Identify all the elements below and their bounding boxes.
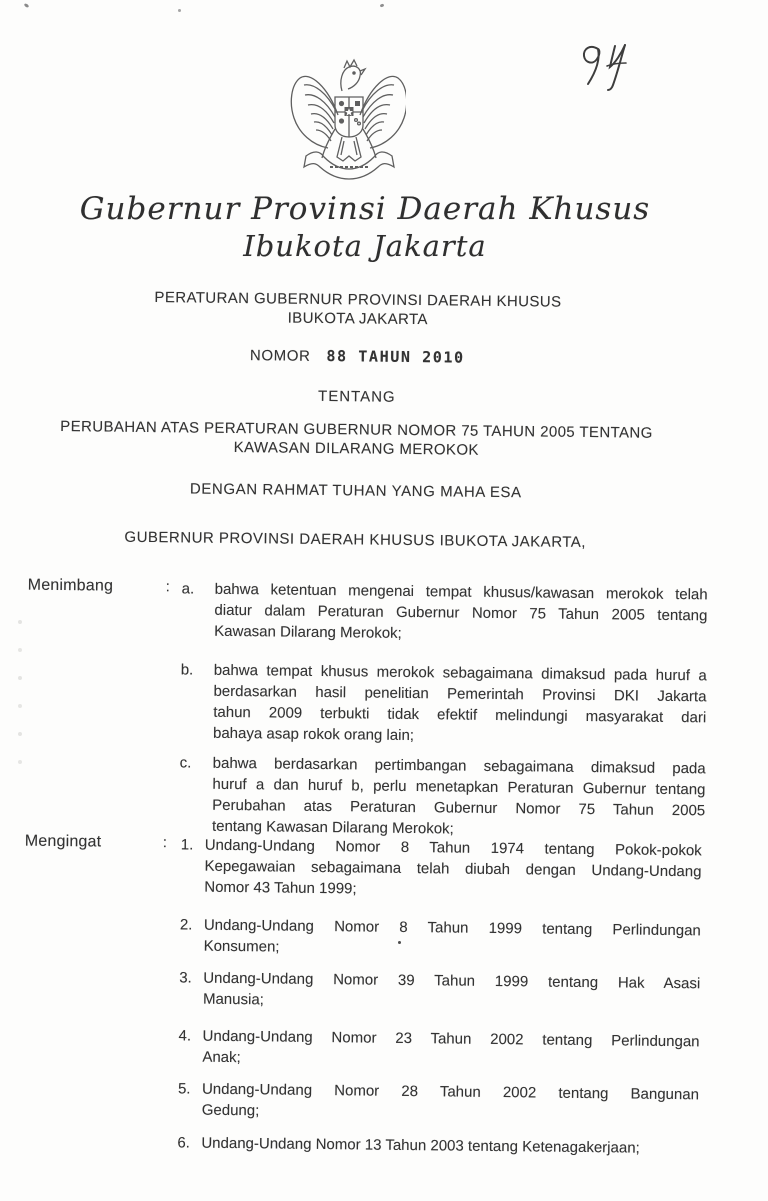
text-line: bahwa tempat khusus merokok sebagaimana dimaksud pada huruf a bbox=[213, 661, 707, 685]
text-line: Nomor 43 Tahun 1999; bbox=[204, 878, 357, 898]
text-line: diatur dalam Peraturan Gubernur Nomor 75 Tahun 2005 tentang bbox=[214, 601, 708, 625]
subject-line2: KAWASAN DILARANG MEROKOK bbox=[233, 438, 479, 459]
item-text bbox=[202, 1026, 699, 1074]
mengingat-item-2 bbox=[0, 912, 764, 956]
item-text bbox=[203, 968, 700, 1016]
item-text bbox=[201, 1133, 698, 1160]
text-line: berdasarkan hasil penelitian Pemerintah Provinsi DKI Jakarta bbox=[213, 682, 707, 706]
text-line: huruf a dan huruf b, perlu menetapkan Peraturan Gubernur tentang bbox=[212, 775, 706, 799]
mengingat-item-5 bbox=[0, 1076, 762, 1120]
text-line: Kawasan Dilarang Merokok; bbox=[214, 622, 402, 642]
text-line: tentang Kawasan Dilarang Merokok; bbox=[211, 817, 454, 838]
item-marker: b. bbox=[180, 661, 194, 679]
item-marker: a. bbox=[181, 580, 195, 598]
text-line: bahwa ketentuan mengenai tempat khusus/kawasan merokok telah bbox=[214, 580, 708, 604]
menimbang-item-b bbox=[0, 657, 767, 745]
letterhead-script-line2: Ibukota Jakarta bbox=[243, 229, 487, 263]
regulation-heading-line2: IBUKOTA JAKARTA bbox=[287, 309, 428, 329]
item-marker: c. bbox=[179, 754, 192, 772]
text-line: Perubahan atas Peraturan Gubernur Nomor 75 Tahun 2005 bbox=[212, 796, 706, 820]
item-marker: 4. bbox=[178, 1027, 192, 1045]
text-line: Undang-Undang Nomor 39 Tahun 1999 tentang Hak Asasi bbox=[203, 969, 701, 993]
item-marker: 2. bbox=[179, 916, 193, 934]
item-text bbox=[204, 835, 702, 904]
mengingat-colon: : bbox=[162, 834, 168, 852]
authority-line: GUBERNUR PROVINSI DAERAH KHUSUS IBUKOTA JAKARTA, bbox=[124, 528, 587, 551]
item-text bbox=[212, 753, 706, 843]
text-line: Undang-Undang Nomor 28 Tahun 2002 tentang Bangunan bbox=[201, 1080, 700, 1104]
mengingat-item-6 bbox=[0, 1130, 761, 1157]
mengingat-item-4 bbox=[0, 1023, 763, 1067]
text-line: bahaya asap rokok orang lain; bbox=[212, 724, 415, 745]
item-text bbox=[214, 579, 708, 648]
subject-line1: PERUBAHAN ATAS PERATURAN GUBERNUR NOMOR 75 TAHUN 2005 TENTANG bbox=[60, 417, 653, 442]
item-marker: 1. bbox=[180, 836, 194, 854]
text-line: Undang-Undang Nomor 8 Tahun 1999 tentang Perlindungan bbox=[203, 916, 701, 940]
nomor-label: NOMOR bbox=[249, 347, 311, 365]
menimbang-label: Menimbang bbox=[27, 576, 114, 595]
text-line: Manusia; bbox=[202, 990, 264, 1009]
text-line: Konsumen; bbox=[203, 937, 280, 956]
item-marker: 5. bbox=[177, 1080, 191, 1098]
menimbang-colon: : bbox=[165, 578, 170, 596]
text-line: tahun 2009 terbukti tidak efektif melindungi masyarakat dari bbox=[213, 703, 707, 727]
text-line: bahwa berdasarkan pertimbangan sebagaimana dimaksud pada bbox=[212, 754, 706, 778]
text-line: Anak; bbox=[202, 1048, 241, 1067]
item-marker: 6. bbox=[177, 1134, 191, 1152]
regulation-heading-line1: PERATURAN GUBERNUR PROVINSI DAERAH KHUSUS bbox=[154, 289, 562, 311]
item-text bbox=[204, 915, 701, 963]
mengingat-label: Mengingat bbox=[24, 832, 102, 851]
nomor-value: 88 TAHUN 2010 bbox=[326, 347, 465, 367]
letterhead-script-line1: Gubernur Provinsi Daerah Khusus bbox=[79, 191, 651, 227]
menimbang-item-c bbox=[0, 750, 766, 838]
text-line: Undang-Undang Nomor 8 Tahun 1974 tentang Pokok-pokok bbox=[204, 836, 702, 860]
invocation-line: DENGAN RAHMAT TUHAN YANG MAHA ESA bbox=[189, 480, 522, 502]
text-line: Kepegawaian sebagaimana telah diubah dengan Undang-Undang bbox=[204, 857, 702, 881]
text-line: Gedung; bbox=[201, 1101, 260, 1120]
text-line: Undang-Undang Nomor 13 Tahun 2003 tentang Ketenagakerjaan; bbox=[201, 1134, 640, 1157]
item-text bbox=[202, 1079, 699, 1127]
tentang-label: TENTANG bbox=[317, 387, 396, 406]
nomor-line bbox=[2, 343, 712, 370]
text-line: Undang-Undang Nomor 23 Tahun 2002 tentang Perlindungan bbox=[202, 1027, 700, 1051]
item-marker: 3. bbox=[179, 969, 192, 987]
mengingat-item-3 bbox=[0, 965, 763, 1009]
item-text bbox=[213, 660, 707, 750]
